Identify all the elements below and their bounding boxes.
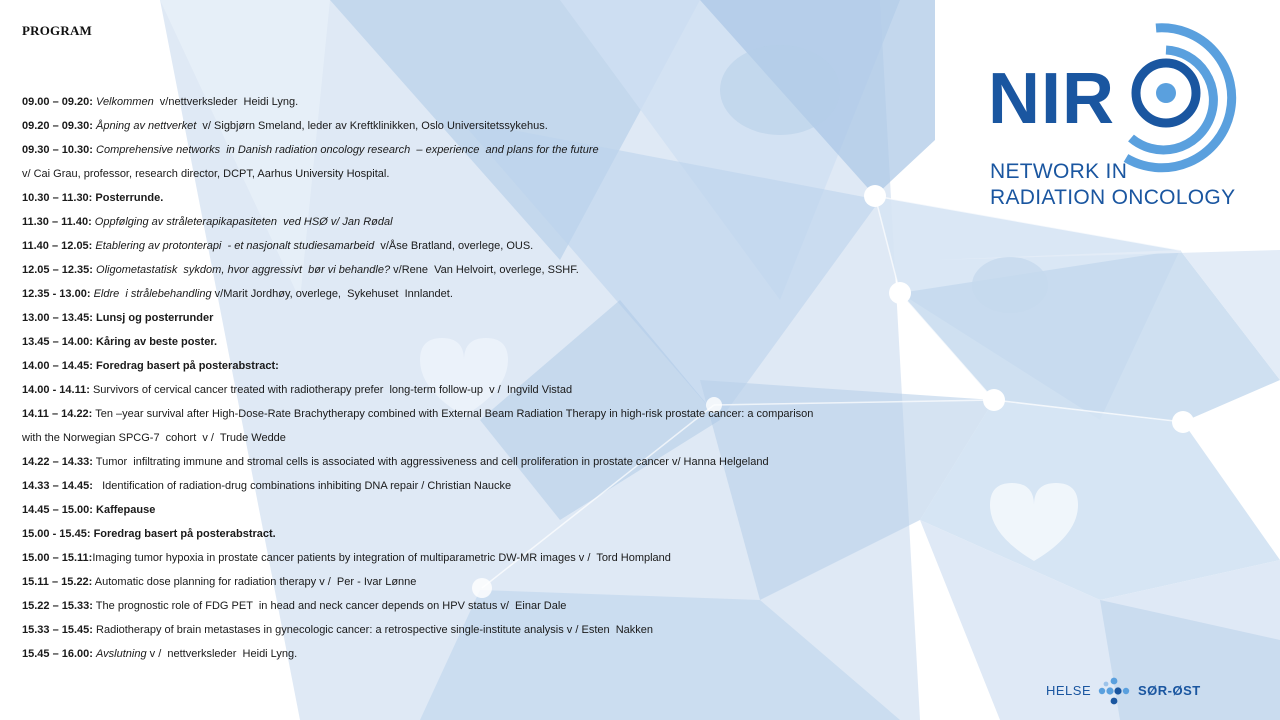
agenda-row: [22, 306, 922, 330]
agenda-text: Avslutning: [96, 648, 147, 660]
agenda-text: Åpning av nettverket: [96, 120, 197, 132]
agenda-row: [22, 450, 922, 474]
agenda-text: Tumor infiltrating immune and stromal cells is associated with aggressiveness and cell proliferation in prostate cancer v/ Hanna Helgeland: [92, 456, 769, 468]
agenda-text: v/ Cai Grau, professor, research director, DCPT, Aarhus University Hospital.: [22, 168, 390, 180]
agenda-time: 15.45 – 16.00:: [22, 648, 93, 660]
agenda-text: Survivors of cervical cancer treated with radiotherapy prefer long-term follow-up v / Ingvild Vistad: [89, 384, 573, 396]
agenda-time: 12.35 - 13.00:: [22, 288, 91, 300]
agenda-time: 15.00 - 15.45:: [22, 528, 91, 540]
agenda-time: 11.40 – 12.05:: [22, 240, 93, 252]
agenda-row: [22, 186, 922, 210]
agenda-text: The prognostic role of FDG PET in head and neck cancer depends on HPV status v/ Einar Dale: [92, 600, 567, 612]
agenda-text: Automatic dose planning for radiation therapy v / Per - Ivar Lønne: [92, 576, 417, 588]
agenda-text: Foredrag basert på posterabstract.: [93, 528, 276, 540]
agenda-text: Posterrunde.: [95, 192, 164, 204]
agenda-text: v / nettverksleder Heidi Lyng.: [146, 648, 298, 660]
agenda-text: v/nettverksleder Heidi Lyng.: [153, 96, 299, 108]
agenda-row: [22, 618, 922, 642]
agenda-row: [22, 474, 922, 498]
logo-wordmark: NIR: [988, 59, 1115, 139]
agenda-row: [22, 546, 922, 570]
agenda-row: [22, 114, 922, 138]
agenda-row: [22, 570, 922, 594]
agenda-row: [22, 594, 922, 618]
agenda-time: 15.11 – 15.22:: [22, 576, 93, 588]
agenda-text: Foredrag basert på posterabstract:: [96, 360, 279, 372]
agenda-text: with the Norwegian SPCG-7 cohort v / Trude Wedde: [22, 432, 286, 444]
agenda-time: 13.00 – 13.45:: [22, 312, 93, 324]
agenda-time: 15.22 – 15.33:: [22, 600, 93, 612]
agenda-text: Kaffepause: [96, 504, 156, 516]
agenda-row: [22, 354, 922, 378]
agenda-text: Eldre i strålebehandling: [93, 288, 212, 300]
agenda-row: [22, 234, 922, 258]
agenda-row: [22, 90, 922, 114]
agenda-text: Kåring av beste poster.: [96, 336, 218, 348]
logo-line-1: NETWORK IN: [990, 160, 1128, 183]
agenda-time: 14.22 – 14.33:: [22, 456, 93, 468]
agenda-text: v/ Sigbjørn Smeland, leder av Kreftklinikken, Oslo Universitetssykehus.: [196, 120, 548, 132]
agenda-text: Comprehensive networks in Danish radiation oncology research – experience and plans for the future: [96, 144, 599, 156]
agenda-text: Oligometastatisk sykdom, hvor aggressivt bør vi behandle?: [96, 264, 391, 276]
agenda-time: 14.45 – 15.00:: [22, 504, 93, 516]
agenda-row: [22, 138, 922, 162]
page-title: PROGRAM: [22, 23, 92, 38]
agenda-text: Radiotherapy of brain metastases in gynecologic cancer: a retrospective single-institute analysis v / Esten Nakken: [92, 624, 654, 636]
logo-line-2: RADIATION ONCOLOGY: [990, 186, 1236, 209]
agenda-text: Identification of radiation-drug combinations inhibiting DNA repair / Christian Naucke: [92, 480, 512, 492]
agenda-text: Oppfølging av stråleterapikapasiteten ved HSØ v/ Jan Rødal: [94, 216, 393, 228]
agenda-row: [22, 378, 922, 402]
agenda-row: [22, 402, 922, 426]
sor-ost-text: SØR-ØST: [1138, 683, 1201, 698]
dots-cross-icon: [1094, 674, 1134, 708]
agenda-row: [22, 426, 922, 450]
agenda-time: 15.33 – 15.45:: [22, 624, 93, 636]
agenda-time: 14.33 – 14.45:: [22, 480, 93, 492]
agenda-time: 14.00 - 14.11:: [22, 384, 90, 396]
agenda-row: [22, 210, 922, 234]
agenda-row: [22, 162, 922, 186]
agenda-row: [22, 330, 922, 354]
agenda-list: [22, 90, 922, 666]
agenda-text: Velkommen: [96, 96, 154, 108]
agenda-time: 14.00 – 14.45:: [22, 360, 93, 372]
agenda-time: 09.30 – 10.30:: [22, 144, 93, 156]
agenda-time: 14.11 – 14.22:: [22, 408, 93, 420]
agenda-time: 09.20 – 09.30:: [22, 120, 93, 132]
agenda-row: [22, 642, 922, 666]
agenda-time: 13.45 – 14.00:: [22, 336, 93, 348]
agenda-time: 11.30 – 11.40:: [22, 216, 92, 228]
agenda-text: Ten –year survival after High-Dose-Rate Brachytherapy combined with External Beam Radiation Therapy in high-risk prostate cancer: a comparison: [92, 408, 814, 420]
agenda-row: [22, 258, 922, 282]
agenda-text: v/Rene Van Helvoirt, overlege, SSHF.: [390, 264, 579, 276]
agenda-time: 15.00 – 15.11:: [22, 552, 93, 564]
agenda-text: v/Marit Jordhøy, overlege, Sykehuset Innlandet.: [211, 288, 453, 300]
agenda-row: [22, 522, 922, 546]
agenda-text: v/Åse Bratland, overlege, OUS.: [374, 240, 534, 252]
agenda-text: Imaging tumor hypoxia in prostate cancer patients by integration of multiparametric DW-MR images v / Tord Hompland: [92, 552, 671, 564]
helse-text: HELSE: [1046, 683, 1092, 698]
agenda-row: [22, 498, 922, 522]
agenda-text: Etablering av protonterapi - et nasjonalt studiesamarbeid: [95, 240, 375, 252]
agenda-time: 10.30 – 11.30:: [22, 192, 93, 204]
agenda-row: [22, 282, 922, 306]
agenda-text: Lunsj og posterrunder: [96, 312, 214, 324]
agenda-time: 09.00 – 09.20:: [22, 96, 93, 108]
agenda-time: 12.05 – 12.35:: [22, 264, 93, 276]
